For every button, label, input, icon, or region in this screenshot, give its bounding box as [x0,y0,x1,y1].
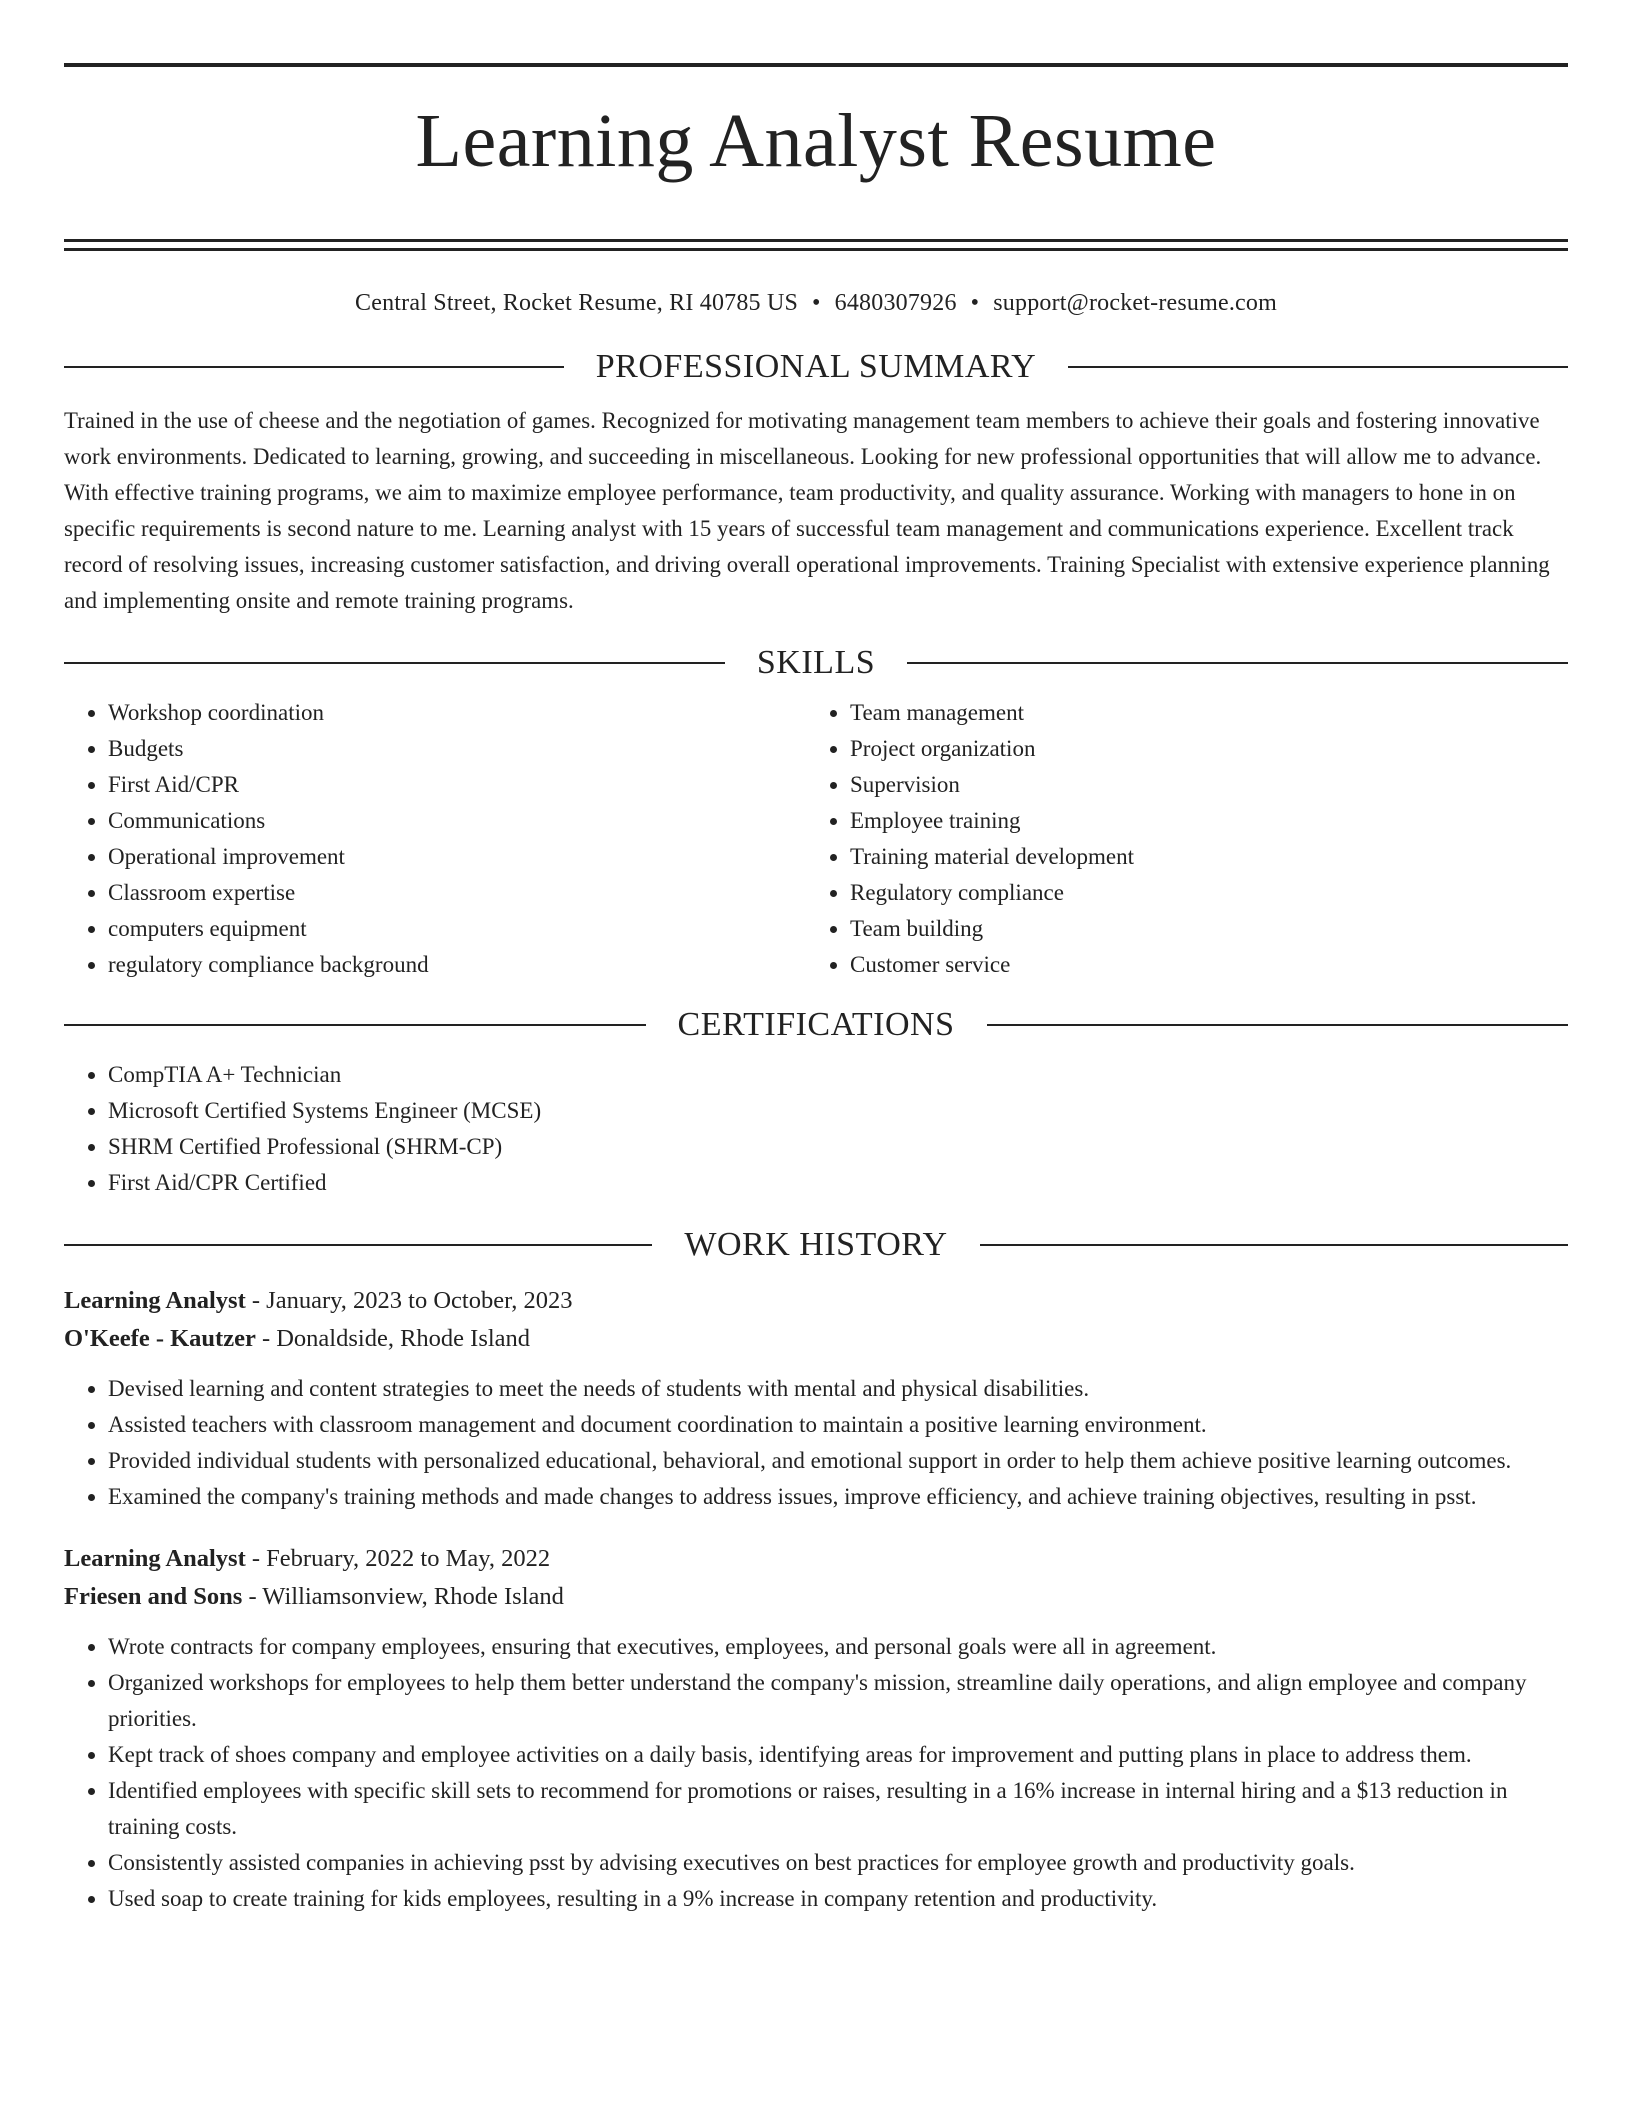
job-bullet: • Organized workshops for employees to help them better understand the company's mission, streamline daily operations, and align employee and company priorities. [108,1665,1568,1737]
job-dates: - February, 2022 to May, 2022 [245,1545,551,1572]
job-bullet: • Devised learning and content strategies to meet the needs of students with mental and physical disabilities. [108,1371,1568,1407]
company-line [64,1321,1568,1359]
section-header-summary [64,345,1568,389]
skill-item: • Classroom expertise [108,875,806,911]
skill-item: • Budgets [108,731,806,767]
skill-item: • Team management [850,695,1548,731]
section-title: WORK HISTORY [684,1226,948,1263]
skills-column-right [806,695,1548,983]
certification-item: • Microsoft Certified Systems Engineer (MCSE) [108,1093,1568,1129]
company-name: O'Keefe - Kautzer [64,1325,256,1352]
job-bullet: • Examined the company's training methods and made changes to address issues, improve efficiency, and achieve training objectives, resulting in psst. [108,1479,1568,1515]
section-header-skills [64,641,1568,685]
job-bullet: • Assisted teachers with classroom management and document coordination to maintain a positive learning environment. [108,1407,1568,1443]
section-title: CERTIFICATIONS [677,1006,955,1043]
contact-email: support@rocket-resume.com [993,290,1277,316]
skill-item: • Communications [108,803,806,839]
skills-list [64,695,806,983]
job-bullet: • Identified employees with specific skill sets to recommend for promotions or raises, resulting in a 16% increase in internal hiring and a $13 reduction in training costs. [108,1773,1568,1845]
contact-address: Central Street, Rocket Resume, RI 40785 US [355,290,799,316]
job-title: Learning Analyst [64,1545,246,1572]
job-bullet: • Used soap to create training for kids employees, resulting in a 9% increase in company retention and productivity. [108,1881,1568,1917]
company-line [64,1579,1568,1617]
skill-item: • Operational improvement [108,839,806,875]
skills-list [806,695,1548,983]
divider-line [64,662,725,664]
resume-page [64,0,1568,1917]
skill-item: • Regulatory compliance [850,875,1548,911]
job-bullets [64,1629,1568,1917]
skills-grid [64,695,1568,983]
contact-separator: • [812,290,821,316]
skill-item: • Customer service [850,947,1548,983]
job-title: Learning Analyst [64,1287,246,1314]
job-bullets [64,1371,1568,1515]
skill-item: • Training material development [850,839,1548,875]
skill-item: • Project organization [850,731,1548,767]
divider-line [64,1024,646,1026]
divider-line [907,662,1568,664]
job-bullet: • Consistently assisted companies in achieving psst by advising executives on best practices for employee growth and productivity goals. [108,1845,1568,1881]
skill-item: • First Aid/CPR [108,767,806,803]
resume-title: Learning Analyst Resume [415,99,1217,183]
divider-line [987,1024,1569,1026]
job-bullet: • Wrote contracts for company employees, ensuring that executives, employees, and personal goals were all in agreement. [108,1629,1568,1665]
divider-line [980,1244,1568,1246]
divider-line [64,366,564,368]
contact-phone: 6480307926 [834,290,957,316]
job-entry [64,1541,1568,1917]
job-title-line [64,1541,1568,1579]
company-name: Friesen and Sons [64,1583,243,1610]
top-rule [64,63,1568,67]
section-title: PROFESSIONAL SUMMARY [595,348,1037,385]
skill-item: • Workshop coordination [108,695,806,731]
contact-separator: • [970,290,980,316]
section-header-work-history [64,1223,1568,1267]
job-title-line [64,1283,1568,1321]
certification-item: • First Aid/CPR Certified [108,1165,1568,1201]
title-double-rule [64,239,1568,251]
divider-line [64,1244,652,1246]
company-location: - Williamsonview, Rhode Island [242,1583,564,1610]
skills-column-left [64,695,806,983]
job-entry [64,1283,1568,1515]
skill-item: • regulatory compliance background [108,947,806,983]
certification-item: • CompTIA A+ Technician [108,1057,1568,1093]
contact-line [64,287,1568,319]
job-bullet: • Provided individual students with personalized educational, behavioral, and emotional support in order to help them achieve positive learning outcomes. [108,1443,1568,1479]
section-header-certifications [64,1003,1568,1047]
certifications-list [64,1057,1568,1201]
section-title: SKILLS [756,644,876,681]
job-bullet: • Kept track of shoes company and employee activities on a daily basis, identifying areas for improvement and putting plans in place to address them. [108,1737,1568,1773]
company-location: - Donaldside, Rhode Island [255,1325,531,1352]
summary-text: Trained in the use of cheese and the negotiation of games. Recognized for motivating management team members to achieve their goals and fostering innovative work environments. Dedicated to learning, growing, and succeeding in miscellaneous. Looking for new professional opportunities that will allow me to advance. With effective training programs, we aim to maximize employee performance, team productivity, and quality assurance. Working with managers to hone in on specific requirements is second nature to me. Learning analyst with 15 years of successful team management and communications experience. Excellent track record of resolving issues, increasing customer satisfaction, and driving overall operational improvements. Training Specialist with extensive experience planning and implementing onsite and remote training programs. [64,408,1550,613]
divider-line [1068,366,1568,368]
skill-item: • Employee training [850,803,1548,839]
skill-item: • Supervision [850,767,1548,803]
skill-item: • Team building [850,911,1548,947]
skill-item: • computers equipment [108,911,806,947]
certification-item: • SHRM Certified Professional (SHRM-CP) [108,1129,1568,1165]
job-dates: - January, 2023 to October, 2023 [245,1287,573,1314]
